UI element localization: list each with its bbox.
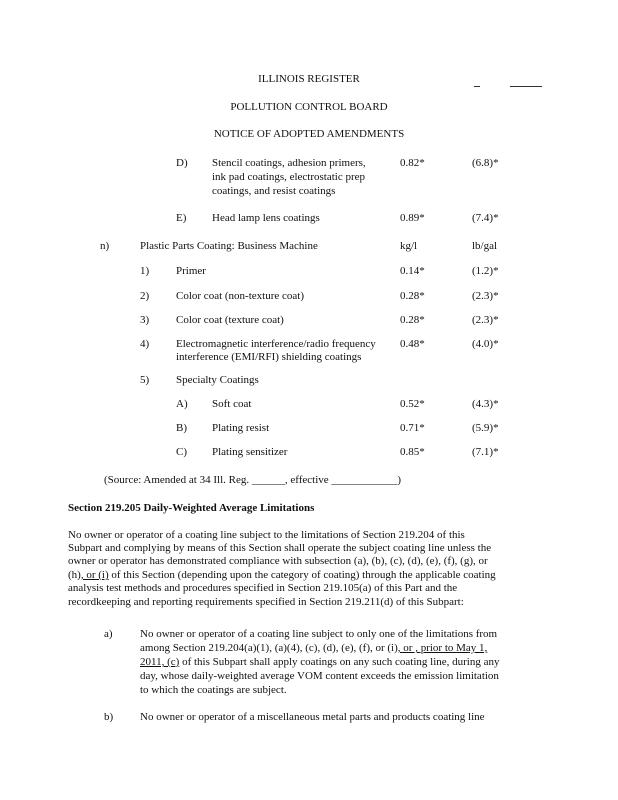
item-a-line: to which the coatings are subject.: [140, 684, 287, 696]
header-rule-short: [474, 86, 480, 87]
row-lbgal: (7.4)*: [472, 212, 499, 224]
row-label: A): [176, 398, 188, 410]
item-a-line: [140, 656, 499, 669]
item-a-text: among Section 219.204(a)(1), (a)(4), (c), (d), (e), (f), or (i): [140, 642, 398, 654]
register-title: ILLINOIS REGISTER: [258, 73, 360, 85]
item-a-line: [140, 642, 487, 655]
section-heading: Section 219.205 Daily-Weighted Average Limitations: [68, 502, 315, 514]
item-b-line: No owner or operator of a miscellaneous metal parts and products coating line: [140, 711, 485, 723]
board-title: POLLUTION CONTROL BOARD: [230, 101, 388, 113]
row-kgl: 0.52*: [400, 398, 425, 410]
row-text: Plating sensitizer: [212, 446, 288, 458]
intro-line: owner or operator has demonstrated compliance with subsection (a), (b), (c), (d), (e), (f), (g), or: [68, 555, 488, 567]
row-text: Electromagnetic interference/radio frequency: [176, 338, 376, 350]
row-label: D): [176, 157, 188, 169]
row-text: Primer: [176, 265, 206, 277]
row-kgl: 0.28*: [400, 290, 425, 302]
notice-title: NOTICE OF ADOPTED AMENDMENTS: [213, 128, 405, 140]
row-kgl: 0.85*: [400, 446, 425, 458]
row-label: n): [100, 240, 110, 252]
row-text: Color coat (texture coat): [176, 314, 284, 326]
inserted-text: 2011, (c): [140, 656, 180, 668]
row-lbgal: (1.2)*: [472, 265, 499, 277]
row-text: Head lamp lens coatings: [212, 212, 320, 224]
row-text: ink pad coatings, electrostatic prep: [212, 171, 366, 183]
header-rule-long: [510, 86, 542, 87]
row-kgl: 0.14*: [400, 265, 425, 277]
source-prefix: (Source: Amended at 34 Ill. Reg.: [104, 474, 252, 486]
row-kgl: 0.28*: [400, 314, 425, 326]
row-label: B): [176, 422, 187, 434]
intro-line: recordkeeping and reporting requirements specified in Section 219.211(d) of this Subpart:: [68, 596, 464, 608]
row-lbgal: (7.1)*: [472, 446, 499, 458]
source-note: [104, 474, 401, 487]
source-blank-reg: ______: [251, 474, 285, 486]
source-suffix: ): [397, 474, 402, 486]
intro-line: [68, 569, 496, 582]
row-lbgal: (2.3)*: [472, 290, 499, 302]
row-label: C): [176, 446, 187, 458]
item-a-line: day, whose daily-weighted average VOM content exceeds the emission limitation: [140, 670, 499, 682]
intro-line: analysis test methods and procedures specified in Section 219.105(a) of this Part and the: [68, 582, 458, 594]
row-text: Plastic Parts Coating: Business Machine: [140, 240, 318, 252]
row-lbgal: (2.3)*: [472, 314, 499, 326]
row-kgl: 0.71*: [400, 422, 425, 434]
inserted-text: , or , prior to May 1,: [397, 642, 488, 654]
row-label: 4): [140, 338, 150, 350]
row-lbgal: (4.3)*: [472, 398, 499, 410]
intro-cont: of this Section (depending upon the category of coating) through the applicable coating: [108, 569, 496, 581]
row-lbgal: (4.0)*: [472, 338, 499, 350]
row-label: 3): [140, 314, 150, 326]
item-a-text: of this Subpart shall apply coatings on any such coating line, during any: [179, 656, 500, 668]
row-text: Soft coat: [212, 398, 252, 410]
row-label: E): [176, 212, 187, 224]
row-lbgal: (5.9)*: [472, 422, 499, 434]
row-label: 1): [140, 265, 150, 277]
row-text: coatings, and resist coatings: [212, 185, 336, 197]
item-b-label: b): [104, 711, 114, 723]
inserted-text: , or (i): [80, 569, 109, 581]
item-a-label: a): [104, 628, 113, 640]
row-kgl: kg/l: [400, 240, 418, 252]
row-kgl: 0.82*: [400, 157, 425, 169]
source-blank-date: ____________: [331, 474, 398, 486]
intro-ref: (h): [68, 569, 81, 581]
row-text: Color coat (non-texture coat): [176, 290, 304, 302]
row-lbgal: lb/gal: [472, 240, 498, 252]
row-kgl: 0.48*: [400, 338, 425, 350]
row-text: Stencil coatings, adhesion primers,: [212, 157, 366, 169]
row-label: 5): [140, 374, 150, 386]
row-text: interference (EMI/RFI) shielding coatings: [176, 351, 362, 363]
row-kgl: 0.89*: [400, 212, 425, 224]
row-text: Plating resist: [212, 422, 270, 434]
row-label: 2): [140, 290, 150, 302]
intro-line: Subpart and complying by means of this Section shall operate the subject coating line unless the: [68, 542, 492, 554]
item-a-line: No owner or operator of a coating line subject to only one of the limitations from: [140, 628, 498, 640]
row-text: Specialty Coatings: [176, 374, 259, 386]
row-lbgal: (6.8)*: [472, 157, 499, 169]
intro-line: No owner or operator of a coating line subject to the limitations of Section 219.204 of this: [68, 529, 465, 541]
source-mid: , effective: [284, 474, 332, 486]
